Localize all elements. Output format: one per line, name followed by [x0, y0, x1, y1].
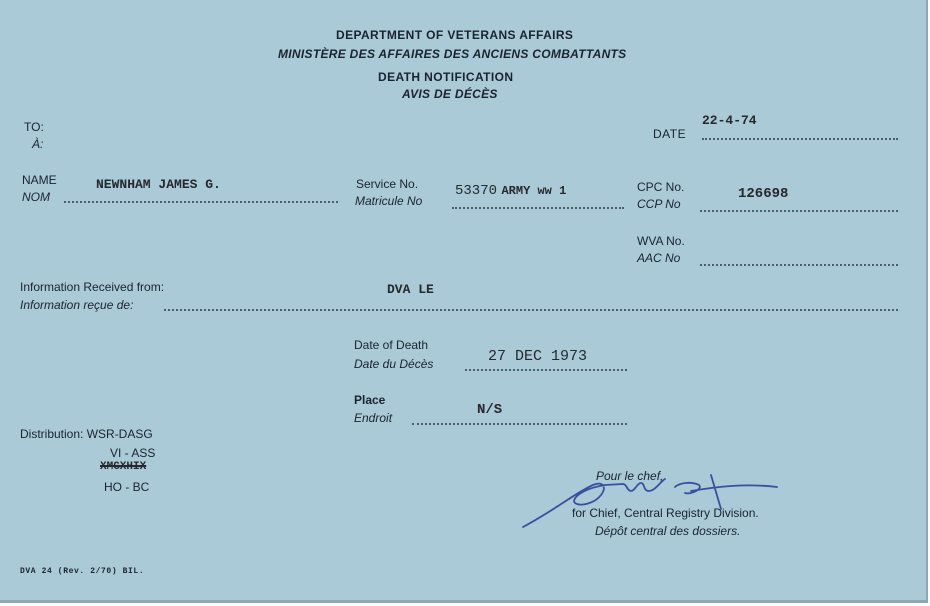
info-value: DVA LE: [387, 282, 434, 297]
death-date-label-en: Date of Death: [354, 338, 429, 352]
info-label-fr: Information reçue de:: [20, 298, 134, 312]
date-value: 22-4-74: [702, 113, 757, 128]
form-title-fr: AVIS DE DÉCÈS: [402, 87, 498, 101]
name-label-fr: NOM: [22, 190, 50, 204]
service-dotted-line: [452, 207, 624, 209]
cpc-label-fr: CCP No: [637, 197, 681, 211]
date-dotted-line: [702, 138, 898, 140]
place-dotted-line: [412, 423, 627, 425]
place-label-en: Place: [354, 393, 386, 407]
signature-for-chief: for Chief, Central Registry Division.: [572, 506, 759, 520]
date-label: DATE: [653, 127, 687, 141]
to-label-fr: À:: [32, 137, 44, 151]
department-fr: MINISTÈRE DES AFFAIRES DES ANCIENS COMBATTANTS: [278, 47, 627, 61]
service-label-fr: Matricule No: [355, 194, 423, 208]
death-date-label-fr: Date du Décès: [354, 357, 434, 371]
info-label-en: Information Received from:: [20, 280, 165, 294]
distribution-line-4: HO - BC: [104, 480, 150, 494]
form-title-en: DEATH NOTIFICATION: [378, 70, 514, 84]
wva-label-fr: AAC No: [637, 251, 681, 265]
service-number: 53370: [455, 183, 498, 199]
death-date-value: 27 DEC 1973: [488, 348, 588, 365]
distribution-line-3: XMGXHIX: [100, 461, 147, 473]
to-label-en: TO:: [24, 120, 44, 134]
wva-label-en: WVA No.: [637, 234, 685, 248]
name-label-en: NAME: [22, 173, 57, 187]
name-value: NEWNHAM JAMES G.: [96, 177, 221, 192]
place-value: N/S: [477, 402, 503, 418]
info-dotted-line: [164, 309, 898, 311]
distribution-line-2: VI - ASS: [110, 446, 156, 460]
service-value: [455, 181, 566, 199]
cpc-label-en: CPC No.: [637, 180, 685, 194]
form-identifier: DVA 24 (Rev. 2/70) BIL.: [20, 567, 145, 576]
distribution-label: Distribution: WSR-DASG: [20, 427, 153, 441]
death-date-dotted-line: [465, 369, 627, 371]
place-label-fr: Endroit: [354, 411, 393, 425]
service-branch: ARMY ww 1: [501, 184, 567, 198]
wva-dotted-line: [700, 264, 898, 266]
service-label-en: Service No.: [356, 177, 419, 191]
cpc-dotted-line: [700, 210, 898, 212]
signature-depot: Dépôt central des dossiers.: [595, 524, 741, 538]
name-dotted-line: [64, 201, 338, 203]
signature-pour-le-chef: Pour le chef,: [596, 469, 664, 483]
department-en: DEPARTMENT OF VETERANS AFFAIRS: [336, 28, 574, 42]
cpc-value: 126698: [738, 186, 789, 202]
